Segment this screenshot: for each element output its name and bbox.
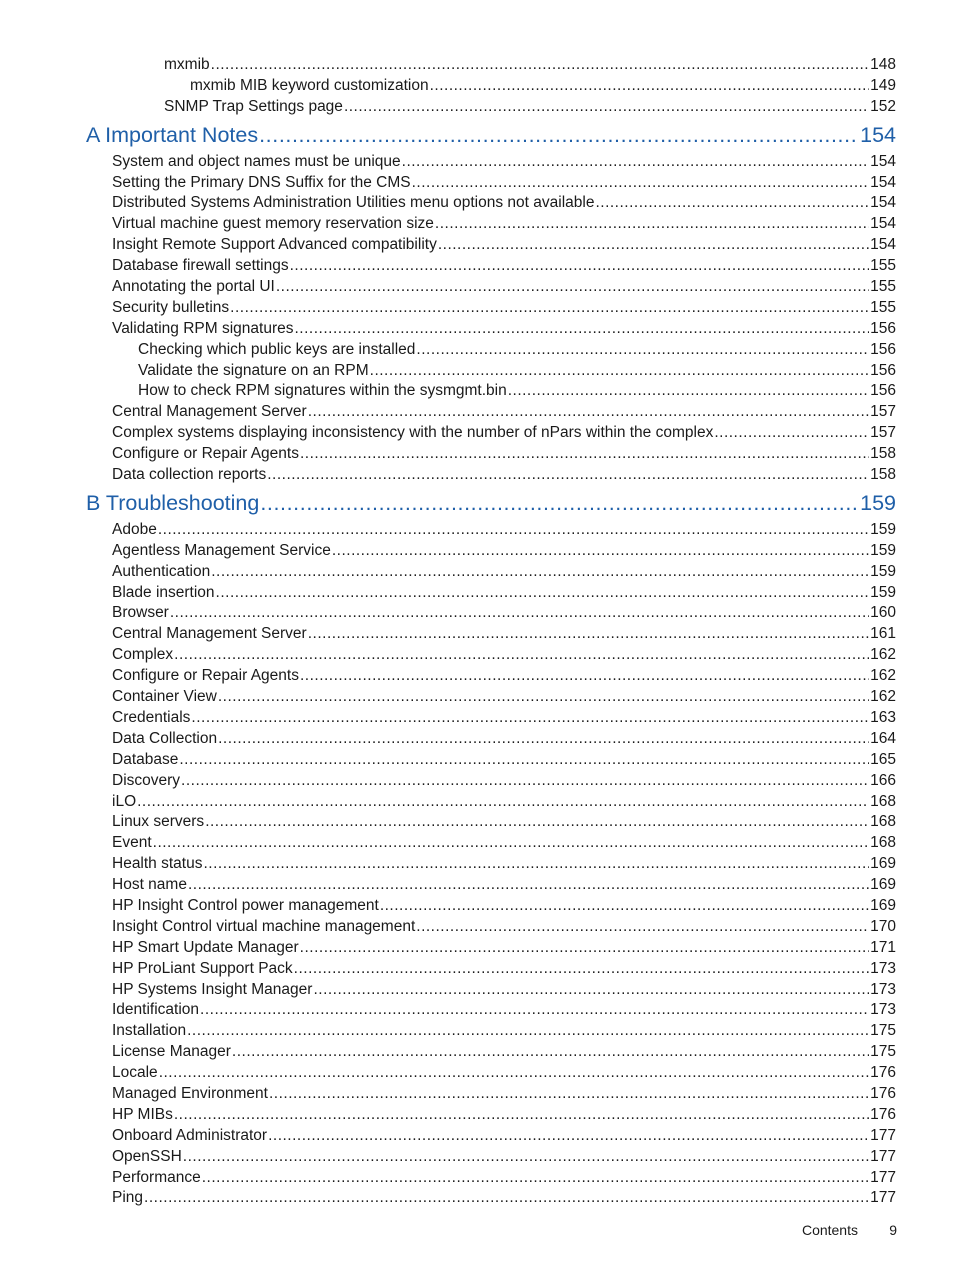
dot-leader bbox=[218, 687, 869, 708]
toc-entry-page: 155 bbox=[870, 278, 896, 296]
toc-entry-title: Host name bbox=[112, 876, 187, 894]
toc-entry-page: 175 bbox=[870, 1043, 896, 1061]
toc-chapter-entry[interactable] bbox=[0, 120, 954, 151]
dot-leader bbox=[416, 917, 869, 938]
toc-entry-title: How to check RPM signatures within the sysmgmt.bin bbox=[138, 382, 507, 400]
toc-entry-title: Health status bbox=[112, 855, 203, 873]
toc-entry[interactable] bbox=[0, 792, 954, 813]
dot-leader bbox=[416, 340, 869, 361]
toc-entry[interactable] bbox=[0, 562, 954, 583]
dot-leader bbox=[300, 444, 869, 465]
toc-entry-page: 157 bbox=[870, 403, 896, 421]
dot-leader bbox=[174, 645, 869, 666]
dot-leader bbox=[183, 1147, 869, 1168]
dot-leader bbox=[380, 896, 869, 917]
toc-entry-page: 169 bbox=[870, 855, 896, 873]
toc-entry[interactable] bbox=[0, 645, 954, 666]
toc-entry-title: iLO bbox=[112, 792, 137, 810]
toc-entry-title: Linux servers bbox=[112, 813, 205, 831]
toc-entry[interactable] bbox=[0, 1000, 954, 1021]
toc-entry-page: 154 bbox=[870, 152, 896, 170]
toc-entry[interactable] bbox=[0, 214, 954, 235]
dot-leader bbox=[344, 97, 869, 118]
toc-entry[interactable] bbox=[0, 1126, 954, 1147]
toc-entry-title: HP ProLiant Support Pack bbox=[112, 959, 293, 977]
dot-leader bbox=[435, 214, 869, 235]
toc-entry[interactable] bbox=[0, 520, 954, 541]
toc-entry-title: mxmib bbox=[164, 56, 210, 73]
toc-entry-title: License Manager bbox=[112, 1043, 231, 1061]
toc-entry-page: 156 bbox=[870, 319, 896, 337]
toc-entry[interactable] bbox=[0, 917, 954, 938]
toc-entry[interactable] bbox=[0, 729, 954, 750]
dot-leader bbox=[294, 959, 869, 980]
toc-entry[interactable] bbox=[0, 1188, 954, 1209]
toc-entry[interactable] bbox=[0, 1168, 954, 1189]
toc-entry[interactable] bbox=[0, 402, 954, 423]
toc-entry-page: 158 bbox=[870, 466, 896, 484]
toc-entry-title: Central Management Server bbox=[112, 403, 307, 421]
toc-entry[interactable] bbox=[0, 687, 954, 708]
dot-leader bbox=[218, 729, 869, 750]
toc-entry[interactable] bbox=[0, 423, 954, 444]
toc-entry-page: 169 bbox=[870, 876, 896, 894]
toc-entry-page: 162 bbox=[870, 688, 896, 706]
toc-entry-title: SNMP Trap Settings page bbox=[164, 97, 343, 115]
toc-entry-title: HP Systems Insight Manager bbox=[112, 980, 313, 998]
dot-leader bbox=[313, 980, 869, 1001]
toc-entry[interactable] bbox=[0, 1042, 954, 1063]
dot-leader bbox=[144, 1188, 869, 1209]
toc-entry-title: Setting the Primary DNS Suffix for the CMS bbox=[112, 173, 411, 191]
toc-entry-page: 162 bbox=[870, 646, 896, 664]
toc-entry[interactable] bbox=[0, 875, 954, 896]
toc-entry-page: 154 bbox=[870, 173, 896, 191]
toc-entry[interactable] bbox=[0, 1147, 954, 1168]
dot-leader bbox=[205, 812, 869, 833]
toc-entry[interactable] bbox=[0, 235, 954, 256]
toc-entry-page: 160 bbox=[870, 604, 896, 622]
toc-entry[interactable] bbox=[0, 319, 954, 340]
dot-leader bbox=[412, 173, 870, 194]
toc-entry-page: 159 bbox=[860, 490, 896, 515]
toc-entry-page: 177 bbox=[870, 1126, 896, 1144]
toc-entry-page: 161 bbox=[870, 625, 896, 643]
toc-entry-page: 168 bbox=[870, 834, 896, 852]
toc-entry[interactable] bbox=[0, 1084, 954, 1105]
toc-entry-page: 154 bbox=[860, 122, 896, 147]
toc-entry-title: Adobe bbox=[112, 520, 157, 538]
dot-leader bbox=[211, 562, 869, 583]
toc-entry-page: 176 bbox=[870, 1105, 896, 1123]
toc-entry-page: 149 bbox=[870, 76, 896, 94]
toc-entry-title: OpenSSH bbox=[112, 1147, 182, 1165]
toc-entry[interactable] bbox=[0, 812, 954, 833]
toc-entry-page: 166 bbox=[870, 771, 896, 789]
page-footer bbox=[0, 1222, 954, 1242]
toc-entry-title: Authentication bbox=[112, 562, 211, 580]
toc-entry-page: 162 bbox=[870, 667, 896, 685]
toc-entry-title: Validating RPM signatures bbox=[112, 319, 294, 337]
toc-entry-page: 159 bbox=[870, 541, 896, 559]
dot-leader bbox=[188, 875, 869, 896]
toc-entry-title: Locale bbox=[112, 1064, 158, 1082]
toc-entry-title: Discovery bbox=[112, 771, 181, 789]
toc-entry-title: Distributed Systems Administration Utilities menu options not available bbox=[112, 194, 595, 212]
dot-leader bbox=[295, 319, 870, 340]
dot-leader bbox=[269, 1084, 869, 1105]
footer-label: Contents bbox=[801, 1222, 858, 1238]
toc-entry[interactable] bbox=[0, 896, 954, 917]
toc-entry-page: 177 bbox=[870, 1189, 896, 1207]
toc-entry-title: Configure or Repair Agents bbox=[112, 445, 299, 463]
toc-entry[interactable] bbox=[0, 959, 954, 980]
toc-entry-page: 175 bbox=[870, 1022, 896, 1040]
toc-entry-title: Central Management Server bbox=[112, 625, 307, 643]
toc-entry-title: Agentless Management Service bbox=[112, 541, 331, 559]
toc-entry-title: HP MIBs bbox=[112, 1105, 173, 1123]
toc-entry-title: Managed Environment bbox=[112, 1084, 268, 1102]
dot-leader bbox=[137, 792, 869, 813]
toc-entry-title: Ping bbox=[112, 1189, 144, 1207]
toc-entry-title: Container View bbox=[112, 688, 217, 706]
toc-entry-page: 177 bbox=[870, 1147, 896, 1165]
toc-entry-page: 176 bbox=[870, 1084, 896, 1102]
toc-entry-page: 156 bbox=[870, 340, 896, 358]
dot-leader bbox=[179, 750, 869, 771]
toc-entry[interactable] bbox=[0, 1105, 954, 1126]
toc-entry-page: 173 bbox=[870, 980, 896, 998]
toc-entry-page: 154 bbox=[870, 236, 896, 254]
dot-leader bbox=[232, 1042, 869, 1063]
toc-entry-page: 156 bbox=[870, 361, 896, 379]
toc-entry-title: Event bbox=[112, 834, 152, 852]
toc-entry-page: 176 bbox=[870, 1064, 896, 1082]
table-of-contents bbox=[0, 55, 954, 1209]
dot-leader bbox=[259, 120, 859, 151]
toc-entry-page: 171 bbox=[870, 938, 896, 956]
dot-leader bbox=[276, 277, 869, 298]
toc-entry[interactable] bbox=[0, 854, 954, 875]
toc-entry[interactable] bbox=[0, 55, 954, 76]
dot-leader bbox=[308, 402, 869, 423]
dot-leader bbox=[181, 771, 869, 792]
dot-leader bbox=[268, 1126, 869, 1147]
dot-leader bbox=[300, 938, 869, 959]
toc-entry-title: Virtual machine guest memory reservation size bbox=[112, 215, 434, 233]
toc-entry-title: Database bbox=[112, 750, 179, 768]
toc-entry[interactable] bbox=[0, 771, 954, 792]
dot-leader bbox=[153, 833, 869, 854]
toc-entry-page: 159 bbox=[870, 583, 896, 601]
toc-entry-page: 168 bbox=[870, 792, 896, 810]
toc-entry-page: 173 bbox=[870, 1001, 896, 1019]
dot-leader bbox=[308, 624, 869, 645]
toc-entry[interactable] bbox=[0, 173, 954, 194]
toc-entry-title: Configure or Repair Agents bbox=[112, 667, 299, 685]
toc-entry-title: Identification bbox=[112, 1001, 200, 1019]
toc-entry[interactable] bbox=[0, 193, 954, 214]
toc-entry[interactable] bbox=[0, 603, 954, 624]
toc-entry[interactable] bbox=[0, 833, 954, 854]
dot-leader bbox=[290, 256, 870, 277]
toc-entry-page: 173 bbox=[870, 959, 896, 977]
toc-entry-title: Complex bbox=[112, 646, 174, 664]
toc-entry-title: Annotating the portal UI bbox=[112, 278, 275, 296]
dot-leader bbox=[230, 298, 869, 319]
toc-entry-page: 152 bbox=[870, 97, 896, 115]
dot-leader bbox=[300, 666, 869, 687]
toc-entry[interactable] bbox=[0, 256, 954, 277]
toc-entry[interactable] bbox=[0, 298, 954, 319]
toc-entry[interactable] bbox=[0, 340, 954, 361]
toc-entry[interactable] bbox=[0, 708, 954, 729]
toc-entry[interactable] bbox=[0, 583, 954, 604]
toc-entry-page: 163 bbox=[870, 708, 896, 726]
dot-leader bbox=[202, 1168, 869, 1189]
toc-entry[interactable] bbox=[0, 980, 954, 1001]
toc-entry-title: Data collection reports bbox=[112, 466, 267, 484]
toc-entry[interactable] bbox=[0, 444, 954, 465]
toc-entry-title: B Troubleshooting bbox=[86, 490, 260, 515]
toc-entry[interactable] bbox=[0, 361, 954, 382]
toc-entry[interactable] bbox=[0, 666, 954, 687]
dot-leader bbox=[174, 1105, 869, 1126]
toc-chapter-entry[interactable] bbox=[0, 488, 954, 519]
toc-entry-page: 177 bbox=[870, 1168, 896, 1186]
dot-leader bbox=[438, 235, 869, 256]
toc-entry-page: 159 bbox=[870, 562, 896, 580]
toc-entry-title: Installation bbox=[112, 1022, 187, 1040]
toc-entry[interactable] bbox=[0, 277, 954, 298]
toc-entry[interactable] bbox=[0, 750, 954, 771]
page-number: 9 bbox=[889, 1222, 897, 1238]
toc-entry-title: mxmib MIB keyword customization bbox=[190, 76, 429, 94]
toc-entry-page: 154 bbox=[870, 194, 896, 212]
toc-entry-title: Credentials bbox=[112, 708, 191, 726]
toc-entry-title: HP Smart Update Manager bbox=[112, 938, 299, 956]
dot-leader bbox=[370, 361, 869, 382]
toc-entry-page: 168 bbox=[870, 813, 896, 831]
toc-entry[interactable] bbox=[0, 152, 954, 173]
toc-entry[interactable] bbox=[0, 624, 954, 645]
dot-leader bbox=[714, 423, 869, 444]
toc-entry-page: 170 bbox=[870, 917, 896, 935]
toc-entry-page: 158 bbox=[870, 445, 896, 463]
toc-entry-page: 155 bbox=[870, 257, 896, 275]
dot-leader bbox=[200, 1000, 869, 1021]
toc-entry-title: Checking which public keys are installed bbox=[138, 340, 416, 358]
toc-entry[interactable] bbox=[0, 76, 954, 97]
toc-entry-page: 164 bbox=[870, 729, 896, 747]
toc-entry-title: Performance bbox=[112, 1168, 201, 1186]
toc-entry-title: Browser bbox=[112, 604, 169, 622]
dot-leader bbox=[508, 381, 869, 402]
toc-entry-title: Complex systems displaying inconsistency with the number of nPars within the complex bbox=[112, 424, 714, 442]
toc-entry-title: System and object names must be unique bbox=[112, 152, 401, 170]
toc-entry-title: Insight Control virtual machine management bbox=[112, 917, 416, 935]
dot-leader bbox=[260, 488, 859, 519]
dot-leader bbox=[211, 55, 869, 76]
toc-entry-title: Security bulletins bbox=[112, 298, 230, 316]
toc-entry[interactable] bbox=[0, 97, 954, 118]
dot-leader bbox=[158, 520, 869, 541]
toc-entry-page: 154 bbox=[870, 215, 896, 233]
toc-entry-title: Onboard Administrator bbox=[112, 1126, 268, 1144]
toc-entry-page: 155 bbox=[870, 298, 896, 316]
toc-entry-title: HP Insight Control power management bbox=[112, 896, 379, 914]
toc-entry-title: Validate the signature on an RPM bbox=[138, 361, 369, 379]
dot-leader bbox=[430, 76, 870, 97]
dot-leader bbox=[267, 465, 869, 486]
dot-leader bbox=[191, 708, 869, 729]
dot-leader bbox=[159, 1063, 869, 1084]
dot-leader bbox=[332, 541, 869, 562]
toc-entry[interactable] bbox=[0, 1063, 954, 1084]
toc-entry[interactable] bbox=[0, 381, 954, 402]
toc-entry-page: 165 bbox=[870, 750, 896, 768]
toc-entry-title: Insight Remote Support Advanced compatibility bbox=[112, 236, 437, 254]
toc-entry[interactable] bbox=[0, 938, 954, 959]
dot-leader bbox=[216, 583, 870, 604]
toc-entry-page: 169 bbox=[870, 896, 896, 914]
dot-leader bbox=[595, 193, 869, 214]
toc-entry-page: 156 bbox=[870, 382, 896, 400]
toc-entry-page: 159 bbox=[870, 520, 896, 538]
dot-leader bbox=[203, 854, 869, 875]
toc-entry-page: 157 bbox=[870, 424, 896, 442]
toc-entry-title: A Important Notes bbox=[86, 122, 259, 147]
toc-entry[interactable] bbox=[0, 1021, 954, 1042]
toc-entry-title: Blade insertion bbox=[112, 583, 215, 601]
dot-leader bbox=[170, 603, 869, 624]
dot-leader bbox=[187, 1021, 869, 1042]
toc-entry-page: 148 bbox=[870, 56, 896, 73]
dot-leader bbox=[402, 152, 869, 173]
toc-entry[interactable] bbox=[0, 465, 954, 486]
toc-entry[interactable] bbox=[0, 541, 954, 562]
toc-entry-title: Data Collection bbox=[112, 729, 218, 747]
toc-entry-title: Database firewall settings bbox=[112, 257, 289, 275]
